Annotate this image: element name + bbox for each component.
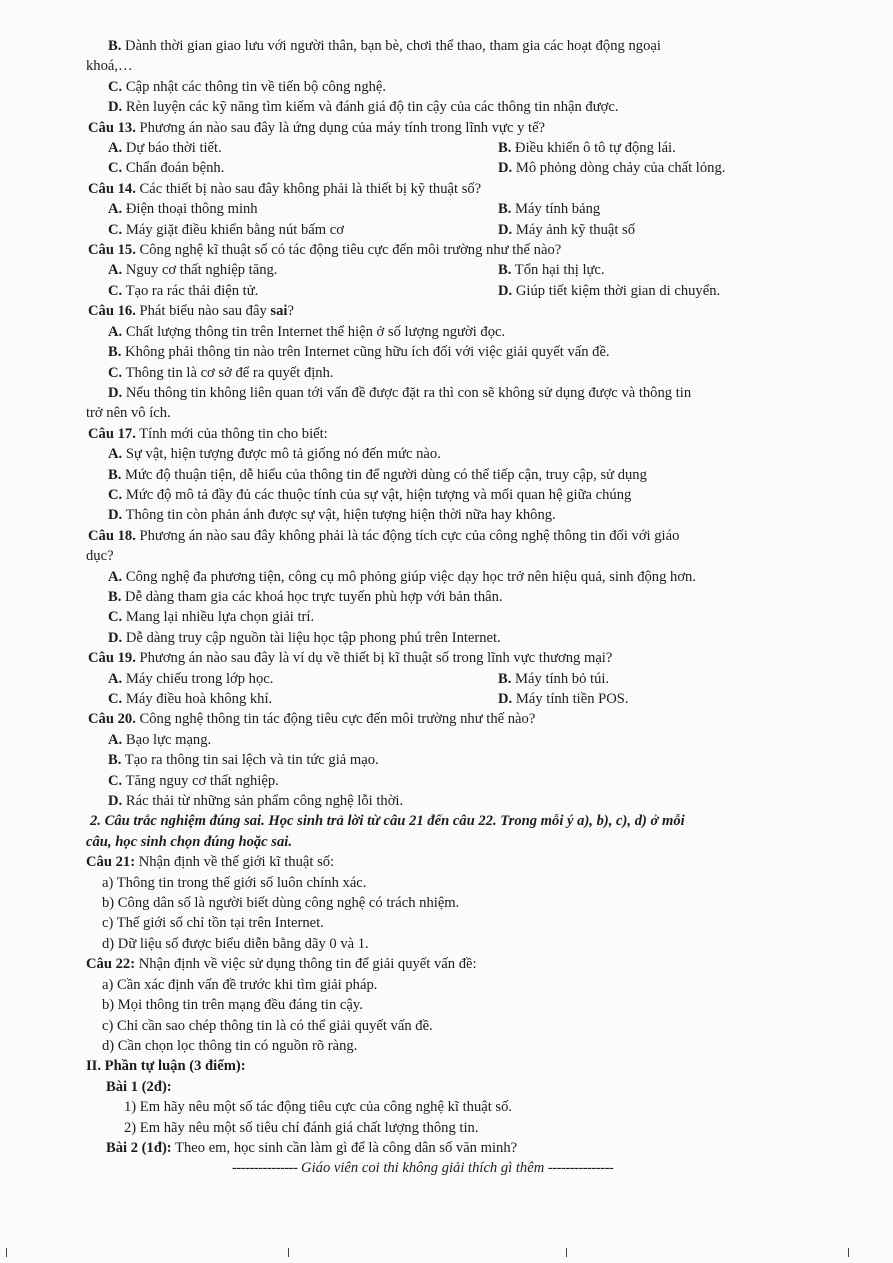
- q14-option-a: A. Điện thoại thông minh: [108, 201, 258, 218]
- q21-stem: [0, 852, 893, 872]
- footer-note: [0, 1158, 893, 1178]
- q17-option-d: D. Thông tin còn phản ánh được sự vật, hiện tượng hiện thời nữa hay không.: [108, 507, 556, 524]
- option-letter: B.: [108, 38, 122, 54]
- q20-option-c: C. Tăng nguy cơ thất nghiệp.: [108, 772, 279, 789]
- q18-stem: [0, 526, 893, 546]
- question-number: Câu 13.: [88, 119, 136, 136]
- q15-options-row2: [0, 281, 893, 301]
- q12-option-b: [0, 36, 893, 56]
- q16-option-d-cont: [0, 403, 893, 423]
- q22-stem: [0, 954, 893, 974]
- q17-option-c: C. Mức độ mô tả đầy đủ các thuộc tính của sự vật, hiện tượng và mối quan hệ giữa chúng: [108, 486, 632, 503]
- q14-option-c: C. Máy giặt điều khiển bằng nút bấm cơ: [108, 221, 344, 238]
- option-text: Mức độ mô tả đầy đủ các thuộc tính của sự vật, hiện tượng và mối quan hệ giữa chúng: [125, 486, 632, 503]
- option-text: Thông tin là cơ sở để ra quyết định.: [125, 364, 334, 381]
- option-text: Giúp tiết kiệm thời gian di chuyển.: [515, 282, 721, 299]
- q20-option-d: D. Rác thải từ những sản phẩm công nghệ lỗi thời.: [108, 793, 404, 810]
- footer-dashes-right: ---------------: [547, 1160, 614, 1177]
- question-number: Câu 21:: [86, 854, 136, 871]
- q12-option-d: [0, 97, 893, 117]
- q14-option-b: B. Máy tính bảng: [498, 201, 601, 218]
- q14-option-d: D. Máy ảnh kỹ thuật số: [498, 221, 636, 238]
- part2-heading-cont: câu, học sinh chọn đúng hoặc sai.: [86, 833, 292, 850]
- option-text: Dễ dàng truy cập nguồn tài liệu học tập phong phú trên Internet.: [125, 629, 501, 646]
- option-text: Sự vật, hiện tượng được mô tả giống nó đến mức nào.: [125, 446, 441, 463]
- option-text: Điều khiển ô tô tự động lái.: [515, 140, 676, 157]
- q12-option-b-cont: [0, 56, 893, 76]
- q19-option-a: A. Máy chiếu trong lớp học.: [108, 670, 274, 687]
- q15-stem: [0, 240, 893, 260]
- bai1-item-1: 1) Em hãy nêu một số tác động tiêu cực của công nghệ kĩ thuật số.: [124, 1099, 513, 1116]
- q16-stem: [0, 301, 893, 321]
- option-text: Tổn hại thị lực.: [514, 262, 605, 279]
- q22-item-a: a) Cần xác định vấn đề trước khi tìm giải pháp.: [102, 976, 378, 993]
- q16-option-d: D. Nếu thông tin không liên quan tới vấn đề được đặt ra thì con sẽ không sử dụng được và thông tin: [108, 384, 692, 401]
- q16-option-a: A. Chất lượng thông tin trên Internet thể hiện ở số lượng người đọc.: [108, 323, 506, 340]
- option-text: Rèn luyện các kỹ năng tìm kiếm và đánh giá độ tin cậy của các thông tin nhận được.: [122, 99, 619, 116]
- option-text: Thông tin còn phản ánh được sự vật, hiện tượng hiện thời nữa hay không.: [125, 507, 556, 524]
- option-text: Máy tính bảng: [515, 201, 601, 218]
- q16-option-b: B. Không phải thông tin nào trên Internet cũng hữu ích đối với việc giải quyết vấn đề.: [108, 344, 610, 361]
- question-number: Câu 20.: [88, 711, 136, 728]
- q19-option-c: C. Máy điều hoà không khí.: [108, 691, 273, 707]
- q18-option-d: D. Dễ dàng truy cập nguồn tài liệu học tập phong phú trên Internet.: [108, 629, 501, 646]
- q15-options-row1: [0, 260, 893, 280]
- question-number: Câu 18.: [88, 527, 136, 544]
- q18-option-a: A. Công nghệ đa phương tiện, công cụ mô phỏng giúp việc dạy học trở nên hiệu quả, sinh động hơn.: [108, 568, 696, 585]
- q19-options-row1: [0, 669, 893, 689]
- q15-option-b: B. Tổn hại thị lực.: [498, 262, 605, 279]
- q18-option-c: C. Mang lại nhiều lựa chọn giải trí.: [108, 609, 315, 626]
- question-text: Các thiết bị nào sau đây không phải là thiết bị kỹ thuật số?: [135, 180, 482, 197]
- q17-option-b: B. Mức độ thuận tiện, dễ hiểu của thông tin để người dùng có thể tiếp cận, truy cập, sử dụng: [108, 466, 647, 483]
- footer-text: Giáo viên coi thi không giải thích gì thêm: [297, 1160, 548, 1177]
- option-text: Nguy cơ thất nghiệp tăng.: [125, 262, 278, 279]
- option-text: Dành thời gian giao lưu với người thân, bạn bè, chơi thể thao, tham gia các hoạt động ngoại: [121, 38, 661, 54]
- option-text: Tạo ra thông tin sai lệch và tin tức giả mạo.: [124, 752, 379, 769]
- question-end: ?: [287, 303, 294, 320]
- option-text: Máy điều hoà không khí.: [125, 691, 273, 707]
- option-text: trở nên vô ích.: [86, 405, 171, 422]
- bai1-item-2: 2) Em hãy nêu một số tiêu chí đánh giá chất lượng thông tin.: [124, 1119, 479, 1136]
- option-text: Cập nhật các thông tin về tiến bộ công nghệ.: [122, 78, 387, 95]
- question-number: Câu 14.: [88, 180, 136, 197]
- q22-item-c: c) Chỉ cần sao chép thông tin là có thể giải quyết vấn đề.: [102, 1017, 433, 1034]
- q13-option-b: B. Điều khiển ô tô tự động lái.: [498, 140, 676, 157]
- essay-heading: II. Phần tự luận (3 điểm):: [86, 1058, 246, 1075]
- q22-item-b: b) Mọi thông tin trên mạng đều đáng tin cậy.: [102, 997, 363, 1014]
- q20-stem: [0, 709, 893, 729]
- scan-mark: [848, 1248, 849, 1257]
- q18-option-b: B. Dễ dàng tham gia các khoá học trực tuyến phù hợp với bản thân.: [108, 588, 503, 605]
- option-text: Rác thải từ những sản phẩm công nghệ lỗi thời.: [125, 793, 404, 810]
- bai2-text: Theo em, học sinh cần làm gì để là công dân số văn minh?: [171, 1139, 518, 1156]
- q19-option-b: B. Máy tính bỏ túi.: [498, 670, 610, 687]
- q13-options-row2: [0, 158, 893, 178]
- scan-mark: [288, 1248, 289, 1257]
- q15-option-c: C. Tạo ra rác thải điện tử.: [108, 282, 259, 299]
- bai2: [0, 1138, 893, 1158]
- question-text: Phương án nào sau đây không phải là tác động tích cực của công nghệ thông tin đối với giáo: [135, 527, 680, 544]
- exam-page: [0, 36, 893, 1179]
- question-text: dục?: [86, 548, 114, 565]
- option-text: Dự báo thời tiết.: [125, 140, 222, 157]
- q21-item-a: a) Thông tin trong thế giới số luôn chính xác.: [102, 874, 367, 891]
- q20-option-b: B. Tạo ra thông tin sai lệch và tin tức giả mạo.: [108, 752, 379, 769]
- question-text: Phương án nào sau đây là ví dụ về thiết bị kĩ thuật số trong lĩnh vực thương mại?: [135, 650, 613, 667]
- option-text: Mô phỏng dòng chảy của chất lỏng.: [515, 160, 726, 177]
- q19-options-row2: [0, 689, 893, 709]
- q12-option-c: [0, 77, 893, 97]
- q15-option-a: A. Nguy cơ thất nghiệp tăng.: [108, 262, 278, 279]
- question-text: Công nghệ kĩ thuật số có tác động tiêu cực đến môi trường như thế nào?: [135, 242, 562, 259]
- q19-stem: [0, 648, 893, 668]
- option-text: Máy giặt điều khiển bằng nút bấm cơ: [125, 221, 344, 238]
- q22-item-d: d) Cần chọn lọc thông tin có nguồn rõ ràng.: [102, 1037, 358, 1054]
- q18-stem-cont: [0, 546, 893, 566]
- option-text: Điện thoại thông minh: [125, 201, 258, 218]
- question-number: Câu 22:: [86, 956, 136, 973]
- option-text: Chất lượng thông tin trên Internet thể hiện ở số lượng người đọc.: [125, 323, 506, 340]
- q13-options-row1: [0, 138, 893, 158]
- q14-stem: [0, 179, 893, 199]
- q13-option-d: D. Mô phỏng dòng chảy của chất lỏng.: [498, 160, 726, 177]
- option-text: khoá,…: [86, 58, 133, 75]
- bai2-label: Bài 2 (1đ):: [106, 1139, 172, 1156]
- scan-mark: [6, 1248, 7, 1257]
- q14-options-row2: [0, 220, 893, 240]
- question-text: Nhận định về việc sử dụng thông tin để giải quyết vấn đề:: [135, 956, 477, 973]
- option-text: Máy tính tiền POS.: [515, 691, 629, 707]
- question-text: Phát biểu nào sau đây: [135, 303, 271, 320]
- question-number: Câu 17.: [88, 425, 136, 442]
- option-text: Mang lại nhiều lựa chọn giải trí.: [125, 609, 315, 626]
- q21-item-b: b) Công dân số là người biết dùng công nghệ có trách nhiệm.: [102, 895, 460, 912]
- question-text: Công nghệ thông tin tác động tiêu cực đến môi trường như thế nào?: [135, 711, 536, 728]
- footer-dashes-left: ---------------: [232, 1160, 298, 1177]
- q17-stem: [0, 424, 893, 444]
- q21-item-c: c) Thế giới số chỉ tồn tại trên Internet.: [102, 915, 324, 932]
- scan-mark: [566, 1248, 567, 1257]
- option-text: Tạo ra rác thải điện tử.: [125, 282, 259, 299]
- question-emphasis: sai: [270, 303, 288, 320]
- q15-option-d: D. Giúp tiết kiệm thời gian di chuyển.: [498, 282, 721, 299]
- question-number: Câu 15.: [88, 242, 136, 259]
- option-text: Không phải thông tin nào trên Internet cũng hữu ích đối với việc giải quyết vấn đề.: [125, 344, 610, 361]
- option-text: Máy ảnh kỹ thuật số: [515, 221, 636, 238]
- option-text: Máy tính bỏ túi.: [515, 670, 610, 687]
- part2-heading: 2. Câu trắc nghiệm đúng sai. Học sinh trả lời từ câu 21 đến câu 22. Trong mỗi ý a), b), c), d) ở mỗi: [90, 813, 685, 830]
- question-text: Tính mới của thông tin cho biết:: [135, 425, 328, 442]
- q13-option-c: C. Chẩn đoán bệnh.: [108, 160, 225, 177]
- option-text: Dễ dàng tham gia các khoá học trực tuyến phù hợp với bản thân.: [125, 588, 503, 605]
- question-text: Nhận định về thế giới kĩ thuật số:: [135, 854, 335, 871]
- q19-option-d: D. Máy tính tiền POS.: [498, 691, 629, 707]
- option-letter: D.: [108, 99, 123, 116]
- q16-option-c: C. Thông tin là cơ sở để ra quyết định.: [108, 364, 334, 381]
- option-text: Công nghệ đa phương tiện, công cụ mô phỏng giúp việc dạy học trở nên hiệu quả, sinh động hơn.: [125, 568, 696, 585]
- question-number: Câu 16.: [88, 303, 136, 320]
- option-text: Tăng nguy cơ thất nghiệp.: [125, 772, 279, 789]
- option-text: Mức độ thuận tiện, dễ hiểu của thông tin để người dùng có thể tiếp cận, truy cập, sử dụng: [125, 466, 647, 483]
- question-text: Phương án nào sau đây là ứng dụng của máy tính trong lĩnh vực y tế?: [135, 119, 546, 136]
- option-text: Bạo lực mạng.: [125, 731, 212, 748]
- q13-option-a: A. Dự báo thời tiết.: [108, 140, 222, 157]
- option-text: Máy chiếu trong lớp học.: [125, 670, 274, 687]
- q20-option-a: A. Bạo lực mạng.: [108, 731, 212, 748]
- option-letter: C.: [108, 78, 123, 95]
- q17-option-a: A. Sự vật, hiện tượng được mô tả giống nó đến mức nào.: [108, 446, 441, 463]
- option-text: Nếu thông tin không liên quan tới vấn đề được đặt ra thì con sẽ không sử dụng được và thông tin: [125, 384, 692, 401]
- option-text: Chẩn đoán bệnh.: [125, 160, 225, 177]
- bai1-label: Bài 1 (2đ):: [106, 1078, 172, 1095]
- question-number: Câu 19.: [88, 650, 136, 667]
- q13-stem: [0, 118, 893, 138]
- q21-item-d: d) Dữ liệu số được biểu diễn bằng dãy 0 và 1.: [102, 935, 369, 952]
- q14-options-row1: [0, 199, 893, 219]
